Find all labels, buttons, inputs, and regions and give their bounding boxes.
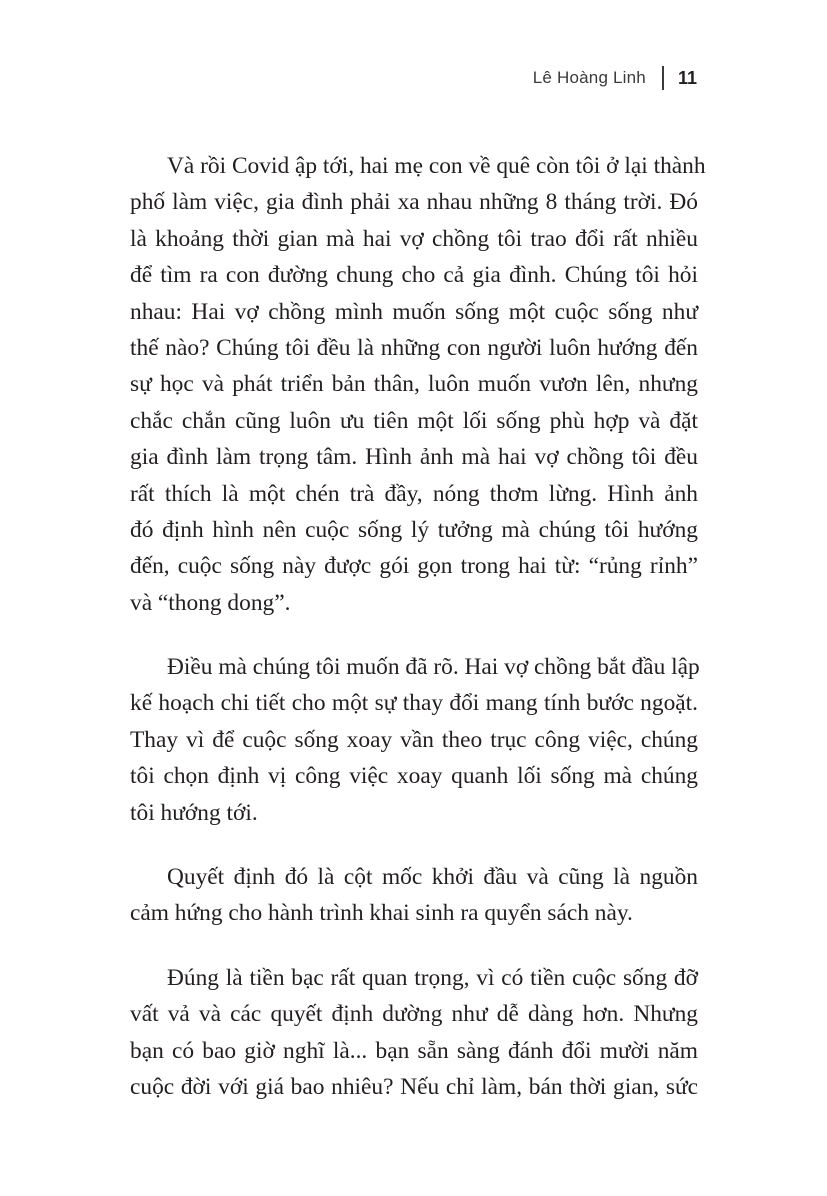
paragraph [130, 649, 698, 831]
paragraph [130, 960, 698, 1106]
text-line: thế nào? Chúng tôi đều là những con người luôn hướng đến [130, 334, 698, 361]
text-line: nhau: Hai vợ chồng mình muốn sống một cuộc sống như [130, 298, 698, 325]
text-line: tôi chọn định vị công việc xoay quanh lối sống mà chúng [130, 763, 698, 790]
text-line: tôi hướng tới. [130, 799, 258, 826]
header-divider [662, 66, 664, 90]
text-line: cảm hứng cho hành trình khai sinh ra quyển sách này. [130, 900, 633, 927]
text-line: rất thích là một chén trà đầy, nóng thơm lừng. Hình ảnh [130, 480, 698, 507]
text-line: bạn có bao giờ nghĩ là... bạn sẵn sàng đánh đổi mười năm [130, 1037, 698, 1064]
text-line: đến, cuộc sống này được gói gọn trong hai từ: “rủng rỉnh” [130, 553, 698, 580]
text-line: chắc chắn cũng luôn ưu tiên một lối sống phù hợp và đặt [130, 407, 698, 434]
text-line: đó định hình nên cuộc sống lý tưởng mà chúng tôi hướng [130, 516, 698, 543]
running-header [533, 66, 697, 90]
text-line: Đúng là tiền bạc rất quan trọng, vì có tiền cuộc sống đỡ [167, 964, 698, 991]
text-line: Và rồi Covid ập tới, hai mẹ con về quê còn tôi ở lại thành [167, 153, 706, 179]
text-line: phố làm việc, gia đình phải xa nhau những 8 tháng trời. Đó [130, 189, 698, 216]
body-text [130, 148, 706, 1133]
text-line: và “thong dong”. [130, 589, 291, 616]
text-line: vất vả và các quyết định dường như dễ dàng hơn. Nhưng [130, 1001, 698, 1028]
text-line: Quyết định đó là cột mốc khởi đầu và cũng là nguồn [167, 864, 698, 891]
text-line: Điều mà chúng tôi muốn đã rõ. Hai vợ chồng bắt đầu lập [167, 654, 700, 681]
text-line: để tìm ra con đường chung cho cả gia đình. Chúng tôi hỏi [130, 262, 698, 289]
page-number: 11 [677, 67, 697, 88]
text-line: cuộc đời với giá bao nhiêu? Nếu chỉ làm, bán thời gian, sức [130, 1073, 698, 1100]
paragraph [130, 859, 698, 932]
text-line: sự học và phát triển bản thân, luôn muốn vươn lên, nhưng [130, 371, 698, 398]
text-line: gia đình làm trọng tâm. Hình ảnh mà hai vợ chồng tôi đều [130, 444, 698, 471]
text-line: Thay vì để cuộc sống xoay vần theo trục công việc, chúng [130, 726, 698, 753]
running-header-author: Lê Hoàng Linh [532, 68, 646, 87]
text-line: là khoảng thời gian mà hai vợ chồng tôi trao đổi rất nhiều [130, 225, 698, 252]
text-line: kế hoạch chi tiết cho một sự thay đổi mang tính bước ngoặt. [130, 690, 698, 717]
paragraph [130, 148, 706, 621]
